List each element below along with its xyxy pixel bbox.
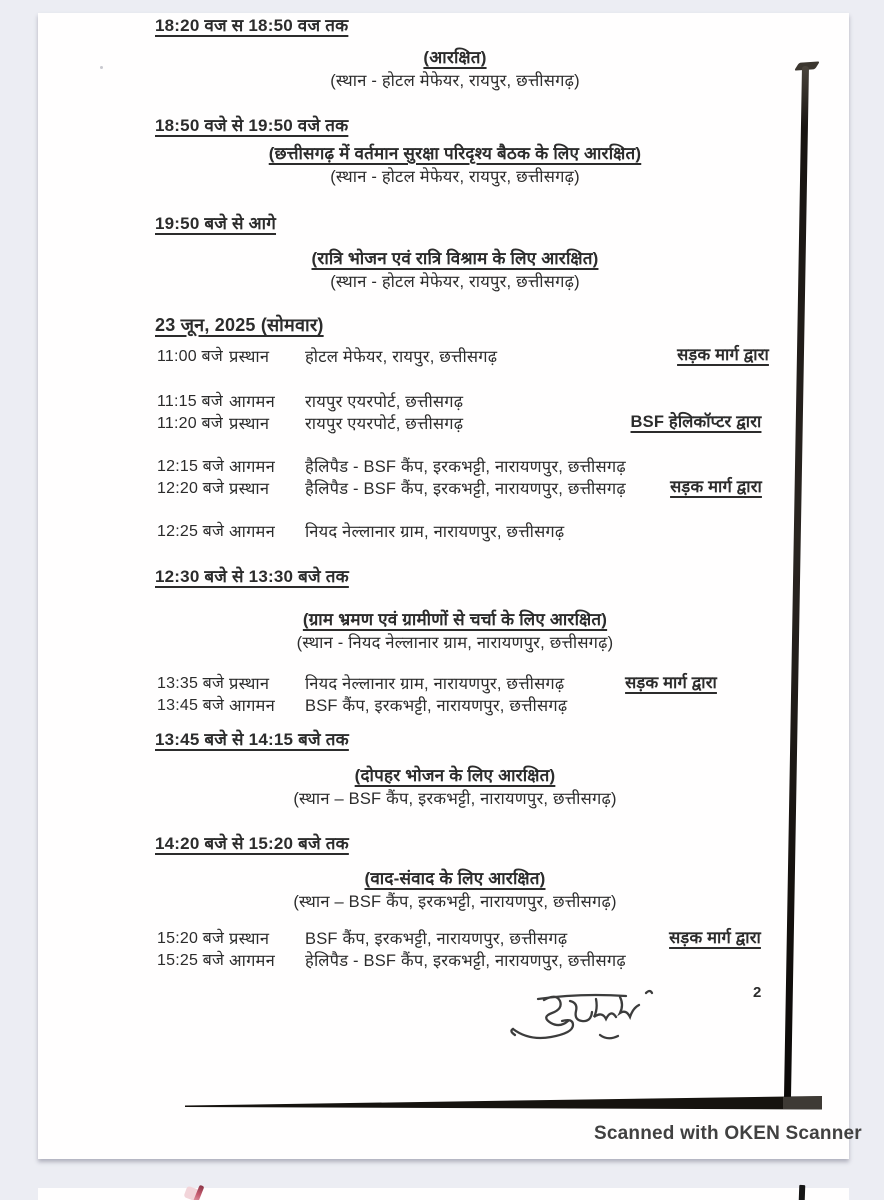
- slot-purpose: (छत्तीसगढ़ में वर्तमान सुरक्षा परिदृश्य बैठक के लिए आरक्षित): [268, 144, 642, 163]
- movement-time: 15:25 बजे: [157, 952, 225, 969]
- slot-purpose: (आरक्षित): [423, 48, 487, 67]
- time-slot-heading: 18:20 वज स 18:50 वज तक: [155, 16, 349, 35]
- movement-action: प्रस्थान: [229, 415, 270, 433]
- movement-row: [157, 948, 717, 971]
- slot-venue: (स्थान – BSF कैंप, इरकभट्टी, नारायणपुर, छत्तीसगढ़): [293, 893, 617, 911]
- movement-time: 12:15 बजे: [157, 458, 225, 475]
- movement-place: रायपुर एयरपोर्ट, छत्तीसगढ़: [305, 415, 464, 433]
- slot-venue: (स्थान - होटल मेफेयर, रायपुर, छत्तीसगढ़): [330, 168, 580, 186]
- travel-mode: सड़क मार्ग द्वारा: [625, 674, 717, 692]
- slot-purpose: (रात्रि भोजन एवं रात्रि विश्राम के लिए आरक्षित): [311, 249, 599, 268]
- movement-action: आगमन: [229, 458, 275, 476]
- movement-action: आगमन: [229, 393, 275, 411]
- movement-row: [157, 476, 717, 499]
- movement-time: 13:45 बजे: [157, 697, 225, 714]
- time-slot-heading: 12:30 बजे से 13:30 बजे तक: [155, 567, 349, 586]
- movement-row: [157, 454, 717, 477]
- movement-action: आगमन: [229, 952, 275, 970]
- movement-place: हैलिपैड - BSF कैंप, इरकभट्टी, नारायणपुर, छत्तीसगढ़: [305, 480, 626, 498]
- movement-row: [157, 344, 717, 367]
- movement-place: BSF कैंप, इरकभट्टी, नारायणपुर, छत्तीसगढ़: [305, 930, 568, 948]
- travel-mode: सड़क मार्ग द्वारा: [670, 478, 762, 496]
- movement-place: रायपुर एयरपोर्ट, छत्तीसगढ़: [305, 393, 464, 411]
- movement-time: 13:35 बजे: [157, 675, 225, 692]
- movement-action: प्रस्थान: [229, 480, 270, 498]
- movement-time: 12:20 बजे: [157, 480, 225, 497]
- slot-venue: (स्थान – BSF कैंप, इरकभट्टी, नारायणपुर, छत्तीसगढ़): [293, 790, 617, 808]
- scan-shadow-line: [185, 1096, 822, 1112]
- movement-time: 11:20 बजे: [157, 415, 223, 432]
- scan-speck: [100, 66, 103, 69]
- slot-venue: (स्थान - नियद नेल्लानार ग्राम, नारायणपुर, छत्तीसगढ़): [296, 634, 614, 652]
- movement-action: आगमन: [229, 523, 275, 541]
- page-number: 2: [753, 984, 762, 1001]
- movement-row: [157, 693, 717, 716]
- movement-time: 11:00 बजे: [157, 348, 223, 365]
- dark-mark: [799, 1185, 806, 1200]
- scanner-footer-label: Scanned with OKEN Scanner: [594, 1123, 862, 1144]
- travel-mode: BSF हेलिकॉप्टर द्वारा: [630, 413, 762, 431]
- movement-action: प्रस्थान: [229, 930, 270, 948]
- movement-place: हेलिपैड - BSF कैंप, इरकभट्टी, नारायणपुर, छत्तीसगढ़: [305, 952, 626, 970]
- time-slot-heading: 13:45 बजे से 14:15 बजे तक: [155, 730, 349, 749]
- slot-purpose: (दोपहर भोजन के लिए आरक्षित): [354, 766, 556, 785]
- movement-action: प्रस्थान: [229, 348, 270, 366]
- time-slot-heading: 18:50 वजे से 19:50 वजे तक: [155, 116, 349, 135]
- movement-time: 15:20 बजे: [157, 930, 225, 947]
- movement-place: नियद नेल्लानार ग्राम, नारायणपुर, छत्तीसगढ़: [305, 675, 565, 693]
- movement-row: [157, 926, 717, 949]
- movement-action: आगमन: [229, 697, 275, 715]
- movement-time: 12:25 बजे: [157, 523, 225, 540]
- travel-mode: सड़क मार्ग द्वारा: [669, 929, 761, 947]
- travel-mode: सड़क मार्ग द्वारा: [677, 346, 769, 364]
- next-page-preview: [38, 1188, 849, 1200]
- movement-action: प्रस्थान: [229, 675, 270, 693]
- slot-venue: (स्थान - होटल मेफेयर, रायपुर, छत्तीसगढ़): [330, 72, 580, 90]
- date-heading: 23 जून, 2025 (सोमवार): [155, 315, 324, 335]
- slot-venue: (स्थान - होटल मेफेयर, रायपुर, छत्तीसगढ़): [330, 273, 580, 291]
- scanner-footer: [583, 1119, 862, 1149]
- movement-place: BSF कैंप, इरकभट्टी, नारायणपुर, छत्तीसगढ़: [305, 697, 568, 715]
- movement-place: नियद नेल्लानार ग्राम, नारायणपुर, छत्तीसगढ़: [305, 523, 565, 541]
- time-slot-heading: 14:20 बजे से 15:20 बजे तक: [155, 834, 349, 853]
- signature: [508, 983, 673, 1045]
- slot-purpose: (वाद-संवाद के लिए आरक्षित): [364, 869, 546, 888]
- slot-purpose: (ग्राम भ्रमण एवं ग्रामीणों से चर्चा के लिए आरक्षित): [302, 610, 608, 629]
- movement-place: हैलिपैड - BSF कैंप, इरकभट्टी, नारायणपुर, छत्तीसगढ़: [305, 458, 626, 476]
- movement-time: 11:15 बजे: [157, 393, 223, 410]
- time-slot-heading: 19:50 बजे से आगे: [155, 214, 277, 233]
- movement-place: होटल मेफेयर, रायपुर, छत्तीसगढ़: [305, 348, 498, 366]
- movement-row: [157, 519, 717, 542]
